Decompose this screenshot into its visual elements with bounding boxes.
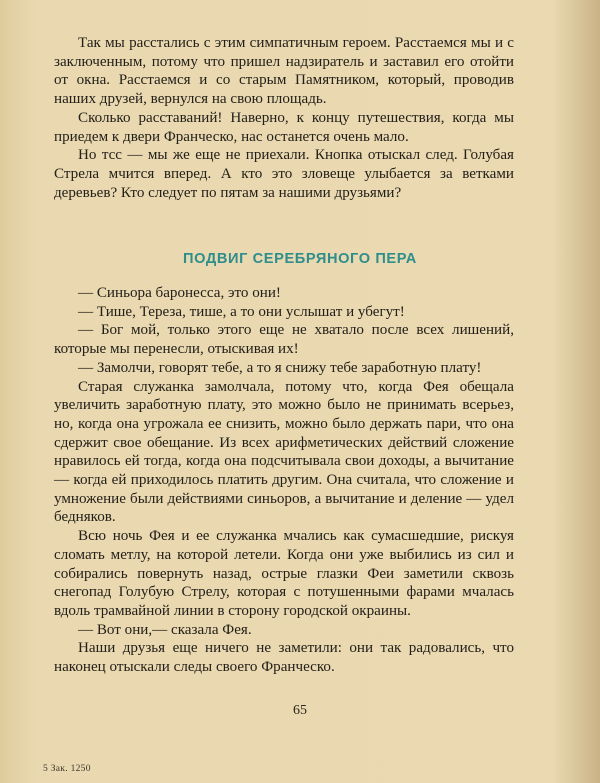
paragraph: Так мы расстались с этим симпатичным героем. Расстаемся мы и с заключенным, потому что пришел надзиратель и заставил его отойти от окна. Расстаемся и со старым Памятником, который, проводив наших друзей, вернулся на свою площадь. (54, 35, 514, 108)
paragraph: — Замолчи, говорят тебе, а то я снижу тебе заработную плату! (78, 359, 482, 376)
page-number: 65 (293, 703, 307, 718)
paragraph: — Бог мой, только этого еще не хватало после всех лишений, которые мы перенесли, отыскивая их! (54, 322, 514, 358)
text-column (54, 34, 514, 202)
paragraph: Но тсс — мы же еще не приехали. Кнопка отыскал след. Голубая Стрела мчится вперед. А кто это зловеще улыбается за ветками деревьев? Кто следует по пятам за нашими друзьями? (54, 147, 514, 201)
chapter-title: ПОДВИГ СЕРЕБРЯНОГО ПЕРА (183, 251, 417, 267)
paragraph: Наши друзья еще ничего не заметили: они так радовались, что наконец отыскали следы своего Франческо. (54, 640, 514, 676)
paragraph: — Тише, Тереза, тише, а то они услышат и убегут! (78, 303, 405, 320)
paragraph: Всю ночь Фея и ее служанка мчались как сумасшедшие, рискуя сломать метлу, на которой летели. Когда они уже выбились из сил и собирались повернуть назад, острые глазки Феи заметили сквозь снегопад Голубую Стрелу, которая с потушенными фарами мчалась вдоль трамвайной линии в сторону городской окраины. (54, 528, 514, 619)
printer-signature: 5 Зак. 1250 (43, 764, 91, 774)
paragraph: — Вот они,— сказала Фея. (78, 621, 252, 638)
paragraph: Сколько расставаний! Наверно, к концу путешествия, когда мы приедем к двери Франческо, нас останется очень мало. (54, 109, 514, 145)
chapter-text-column (54, 284, 514, 677)
paragraph: — Синьора баронесса, это они! (78, 285, 281, 301)
paragraph: Старая служанка замолчала, потому что, когда Фея обещала увеличить заработную плату, это можно было не принимать всерьез, но, когда она угрожала ее снизить, можно было держать пари, что она сдержит свое обещание. Из всех арифметических действий сложение нравилось ей тогда, когда она подсчитывала свои доходы, а вычитание — когда ей приходилось платить другим. Она считала, что сложение и умножение были действиями синьоров, а вычитание и деление — удел бедняков. (54, 378, 514, 526)
